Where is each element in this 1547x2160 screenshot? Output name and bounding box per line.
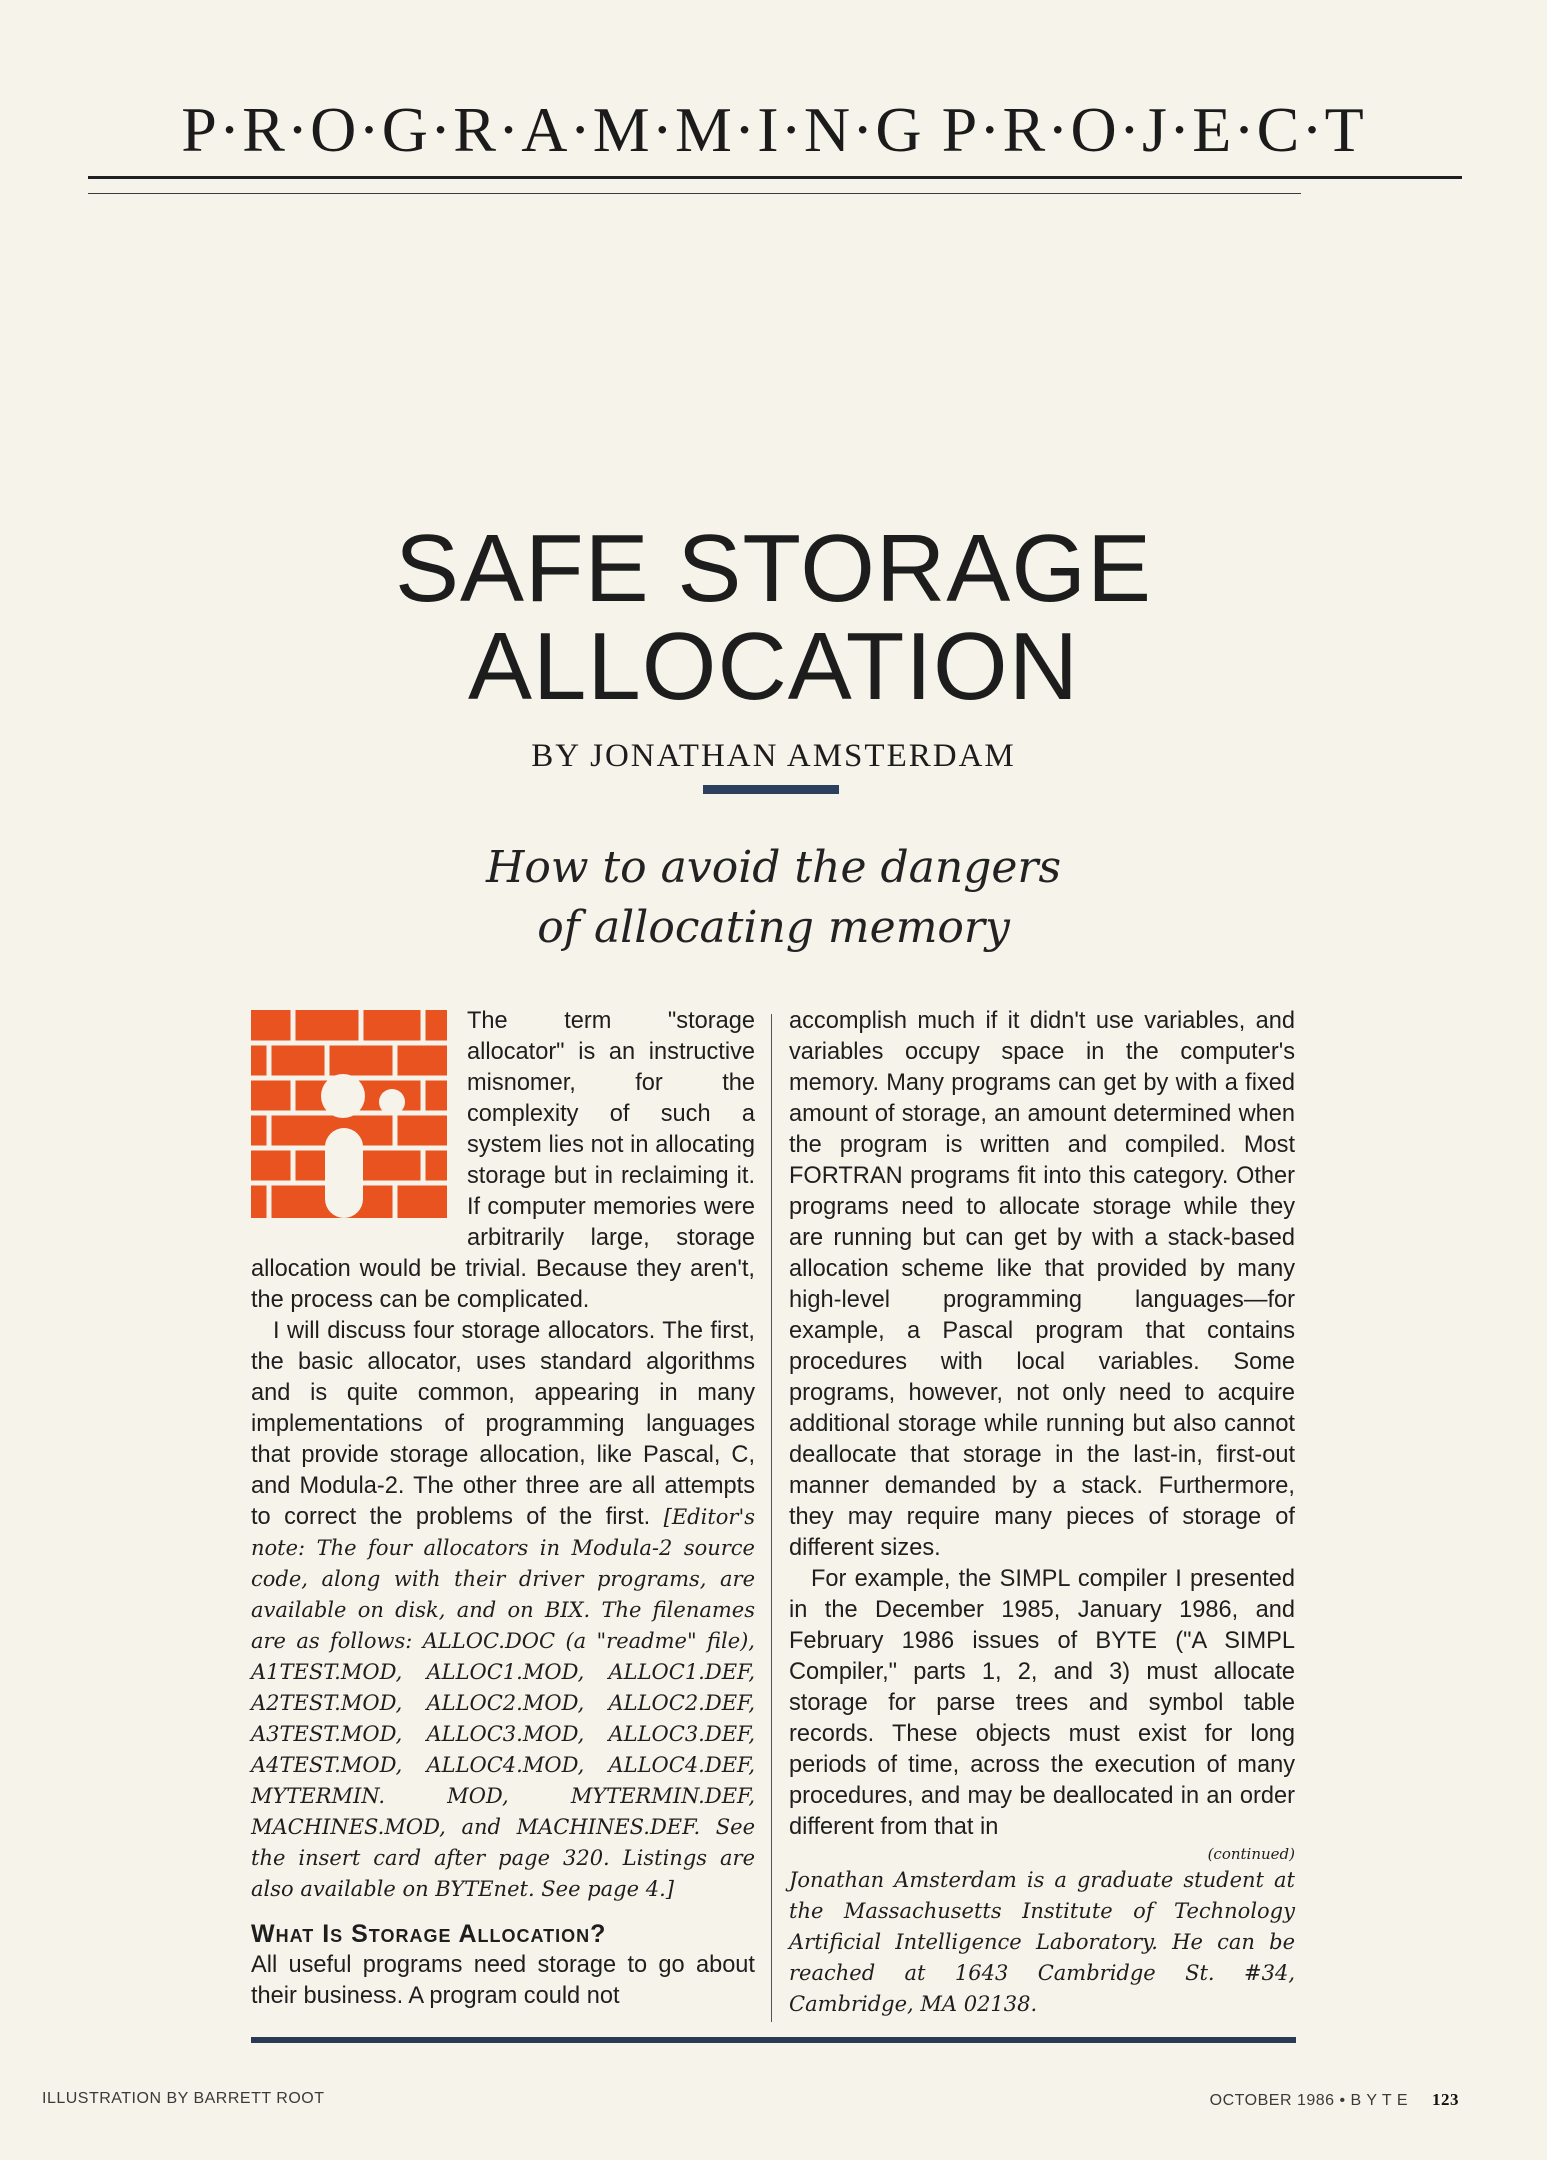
bottom-rule [251, 2037, 1296, 2043]
page-footer [1210, 2090, 1459, 2110]
continued-note: (continued) [1207, 1845, 1295, 1863]
section-header: P·R·O·G·R·A·M·M·I·N·G P·R·O·J·E·C·T [181, 94, 1366, 165]
title-line-1: SAFE STORAGE [394, 515, 1153, 622]
column-divider [771, 1014, 772, 2022]
title-line-2: ALLOCATION [467, 613, 1080, 720]
deck [0, 838, 1547, 958]
paragraph-allocators [251, 1316, 755, 1905]
article-title [0, 515, 1547, 720]
issue-label: OCTOBER 1986 • B Y T E [1209, 2092, 1408, 2109]
deck-line-1: How to avoid the dangers [485, 842, 1062, 893]
paragraph-intro: The term "storage allocator" is an instructive misnomer, for the complexity of such a system lies not in allocating storage but in reclaiming it. If computer memories were arbitrarily large, storage allocation would be trivial. Because they aren't, the process can be complicated. [251, 1008, 755, 1313]
column-2 [789, 1006, 1295, 2020]
header-rule [88, 176, 1462, 179]
paragraph-variables: accomplish much if it didn't use variables, and variables occupy space in the computer's memory. Many programs can get by with a fixed amount of storage, an amount determined when the program is written and compiled. Most FORTRAN programs fit into this category. Other programs need to allocate storage while they are running but can get by with a stack-based allocation scheme like that provided by many high-level programming languages—for example, a Pascal program that contains procedures with local variables. Some programs, however, not only need to acquire additional storage while running but also cannot deallocate that storage in the last-in, first-out manner demanded by a stack. Furthermore, they may require many pieces of storage of different sizes. [789, 1008, 1295, 1561]
illustration-credit: ILLUSTRATION BY BARRETT ROOT [42, 2090, 325, 2107]
paragraph-storage: All useful programs need storage to go about their business. A program could not [251, 1952, 755, 2009]
section-heading: What Is Storage Allocation? [251, 1920, 607, 1948]
deck-line-2: of allocating memory [537, 902, 1010, 953]
author-bio: Jonathan Amsterdam is a graduate student at the Massachusetts Institute of Technology Artificial Intelligence Laboratory. He can be reached at 1643 Cambridge St. #34, Cambridge, MA 02138. [789, 1868, 1295, 2016]
byline-bar [703, 785, 839, 794]
paragraph-simpl: For example, the SIMPL compiler I presented in the December 1985, January 1986, and February 1986 issues of BYTE ("A SIMPL Compiler," parts 1, 2, and 3) must allocate storage for parse trees and symbol table records. These objects must exist for long periods of time, across the execution of many procedures, and may be deallocated in an order different from that in [789, 1566, 1295, 1840]
header-rule-thin [88, 193, 1301, 194]
page-number: 123 [1432, 2090, 1459, 2109]
byline: BY JONATHAN AMSTERDAM [531, 738, 1016, 774]
brick-wall-letter-i-logo [251, 1010, 447, 1218]
paragraph-allocators-text: I will discuss four storage allocators. The first, the basic allocator, uses standard algorithms and is quite common, appearing in many implementations of programming languages that provide storage allocation, like Pascal, C, and Modula-2. The other three are all attempts to correct the problems of the first. [251, 1318, 755, 1530]
column-1 [251, 1006, 755, 2012]
editor-note: [Editor's note: The four allocators in Modula-2 source code, along with their driver programs, are available on disk, and on BIX. The filenames are as follows: ALLOC.DOC (a "readme" file), A1TEST.MOD, ALLOC1.MOD, ALLOC1.DEF, A2TEST.MOD, ALLOC2.MOD, ALLOC2.DEF, A3TEST.MOD, ALLOC3.MOD, ALLOC3.DEF, A4TEST.MOD, ALLOC4.MOD, ALLOC4.DEF, MYTERMIN. MOD, MYTERMIN.DEF, MACHINES.MOD, and MACHINES.DEF. See the insert card after page 320. Listings are also available on BYTEnet. See page 4.] [251, 1505, 755, 1901]
